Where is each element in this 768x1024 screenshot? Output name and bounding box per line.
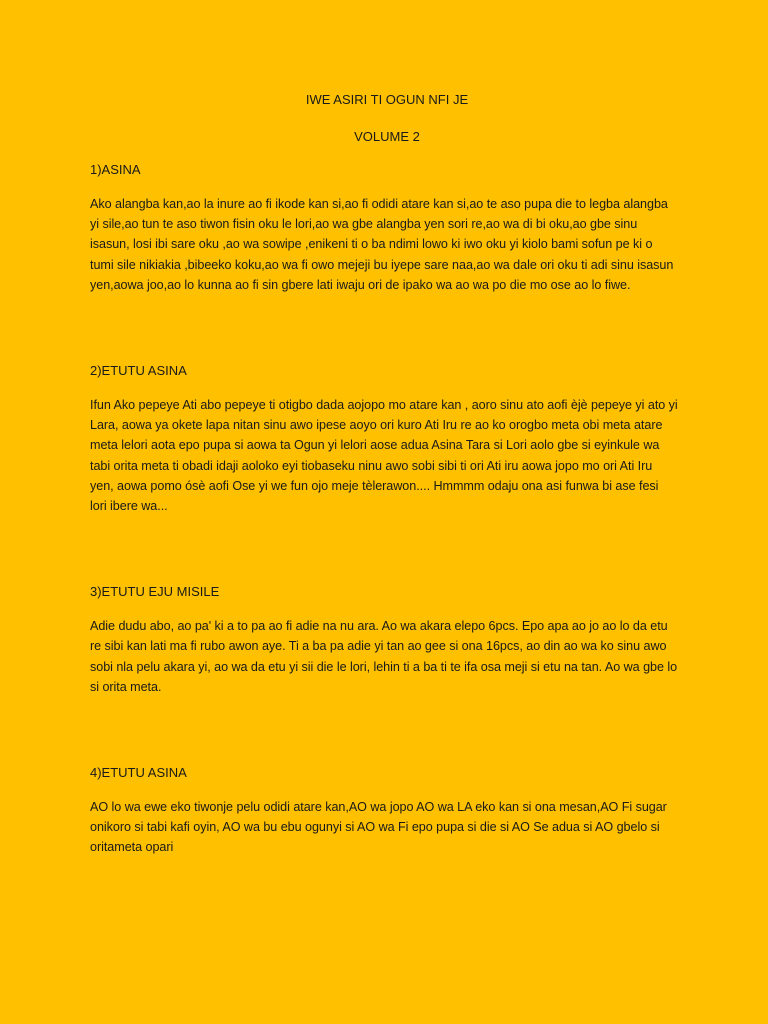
section-3-body: Adie dudu abo, ao pa' ki a to pa ao fi adie na nu ara. Ao wa akara elepo 6pcs. Epo apa ao jo ao lo da etu re sibi kan lati ma fi rubo awon aye. Ti a ba pa adie yi tan ao gee si ona 16pcs, ao din ao wa ko sinu awo sobi nla pelu akara yi, ao wa da etu yi sii die le lori, lehin ti a ba ti te ifa osa meji si etu na tan. Ao wa gbe lo si orita meta. — [90, 619, 678, 694]
section-3-heading: 3)ETUTU EJU MISILE — [90, 584, 220, 600]
section-4-body: AO lo wa ewe eko tiwonje pelu odidi atare kan,AO wa jopo AO wa LA eko kan si ona mesan,AO Fi sugar onikoro si tabi kafi oyin, AO wa bu ebu ogunyi si AO wa Fi epo pupa si die si AO Se adua si AO gbelo si oritameta opari — [90, 800, 667, 855]
section-1-body: Ako alangba kan,ao la inure ao fi ikode kan si,ao fi odidi atare kan si,ao te aso pupa die to legba alangba yi sile,ao tun te aso tiwon fisin oku le lori,ao wa gbe alangba yen sori re,ao wa di bi oku,ao gbe sinu isasun, losi ibi sare oku ,ao wa sowipe ,enikeni ti o ba ndimi lowo ki iwo oku yi kiolo bami sofun pe ki o tumi sile nikiakia ,bibeeko koku,ao wa fi owo mejeji bu iyepe sare naa,ao wa dale ori oku ti adi sinu isasun yen,aowa joo,ao lo kunna ao fi sin gbere lati iwaju ori de ipako wa ao wa po die mo ose ao lo fiwe. — [90, 197, 674, 292]
section-spacer — [90, 516, 678, 582]
section-4-heading: 4)ETUTU ASINA — [90, 765, 187, 781]
document-subtitle: VOLUME 2 — [354, 129, 420, 144]
section-1-heading: 1)ASINA — [90, 162, 141, 177]
document-title: IWE ASIRI TI OGUN NFI JE — [305, 92, 469, 107]
section-spacer — [90, 697, 678, 763]
section-2-heading: 2)ETUTU ASINA — [90, 363, 187, 379]
section-2-body: Ifun Ako pepeye Ati abo pepeye ti otigbo dada aojopo mo atare kan , aoro sinu ato aofi èjè pepeye yi ato yi Lara, aowa ya okete lapa nitan sinu awo ipese aoyo ori kuro Ati Iru re ao ko orogbo meta obi meta atare meta lelori aota epo pupa si aowa ta Ogun yi lelori aose adua Asina Tara si Lori aolo gbe si eyinkule wa tabi orita meta ti obadi idaji aoloko eyi tiobaseku ninu awo sobi sibi ti ori Ati iru aowa jopo mo ori Ati Iru yen, aowa pomo ósè aofi Ose yi we fun ojo meje tèlerawon.... Hmmmm odaju ona asi funwa bi ase fesi lori ibere wa... — [90, 398, 678, 514]
section-spacer — [90, 295, 678, 361]
